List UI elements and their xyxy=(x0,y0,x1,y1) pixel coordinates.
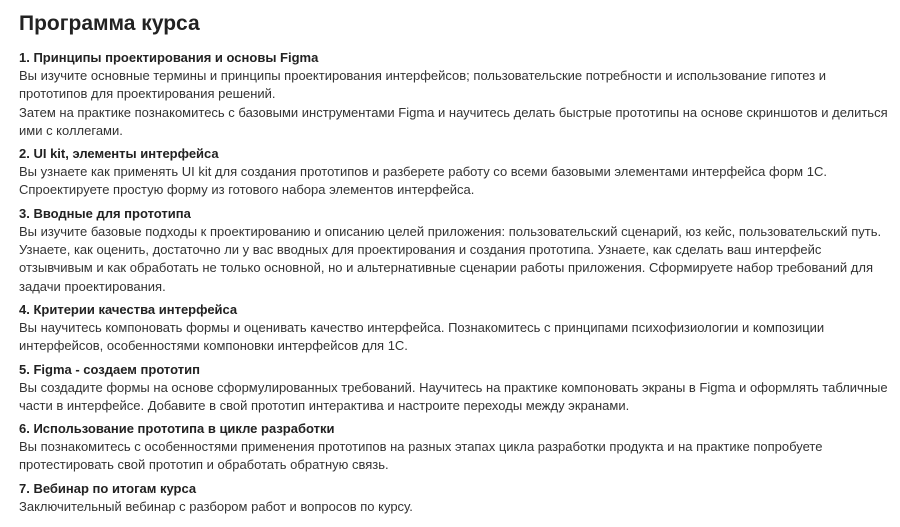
module-list xyxy=(19,49,900,516)
module-description: Вы познакомитесь с особенностями применения прототипов на разных этапах цикла разработки продукта и на практике попробуете протестировать свой прототип и обработать обратную связь. xyxy=(19,439,823,473)
module-title: 3. Вводные для прототипа xyxy=(19,205,191,221)
module-3 xyxy=(19,205,900,296)
module-6 xyxy=(19,420,900,475)
module-description: Вы изучите основные термины и принципы проектирования интерфейсов; пользовательские потребности и использование гипотез и прототипов для проектирования решений. xyxy=(19,68,827,102)
module-5 xyxy=(19,361,900,416)
module-title: 5. Figma - создаем прототип xyxy=(19,361,200,377)
module-title: 7. Вебинар по итогам курса xyxy=(19,480,197,496)
module-description: Вы научитесь компоновать формы и оценивать качество интерфейса. Познакомитесь с принципами психофизиологии и композиции интерфейсов, особенностями компоновки интерфейсов для 1С. xyxy=(19,319,825,354)
module-title: 6. Использование прототипа в цикле разработки xyxy=(19,421,335,437)
module-title: 1. Принципы проектирования и основы Figma xyxy=(19,50,319,65)
module-description: Вы изучите базовые подходы к проектированию и описанию целей приложения: пользовательский сценарий, юз кейс, пользовательский путь. Узнаете, как оценить, достаточно ли у вас вводных для проектирования и создания прототипа. Узнаете, как сделать ваш интерфейс отзывчивым и как обработать не только основной, но и альтернативные сценарии работы приложения. Сформируете набор требований для задачи проектирования. xyxy=(19,223,882,294)
module-7 xyxy=(19,480,900,516)
module-title: 2. UI kit, элементы интерфейса xyxy=(19,146,219,162)
module-title: 4. Критерии качества интерфейса xyxy=(19,301,238,317)
module-2 xyxy=(19,145,900,200)
module-1 xyxy=(19,49,900,140)
module-description: Затем на практике познакомитесь с базовыми инструментами Figma и научитесь делать быстрые прототипы на основе скриншотов и делиться ими с коллегами. xyxy=(19,104,888,138)
module-4 xyxy=(19,301,900,356)
module-description: Заключительный вебинар с разбором работ и вопросов по курсу. xyxy=(19,498,413,514)
page-title: Программа курса xyxy=(19,12,200,35)
module-description: Вы создадите формы на основе сформулированных требований. Научитесь на практике компоновать экраны в Figma и оформлять табличные части в интерфейсе. Добавите в свой прототип интерактива и настроите переходы между экранами. xyxy=(19,379,888,413)
module-description: Вы узнаете как применять UI kit для создания прототипов и разберете работу со всеми базовыми элементами интерфейса форм 1С. Спроектируете простую форму из готового набора элементов интерфейса. xyxy=(19,164,827,198)
